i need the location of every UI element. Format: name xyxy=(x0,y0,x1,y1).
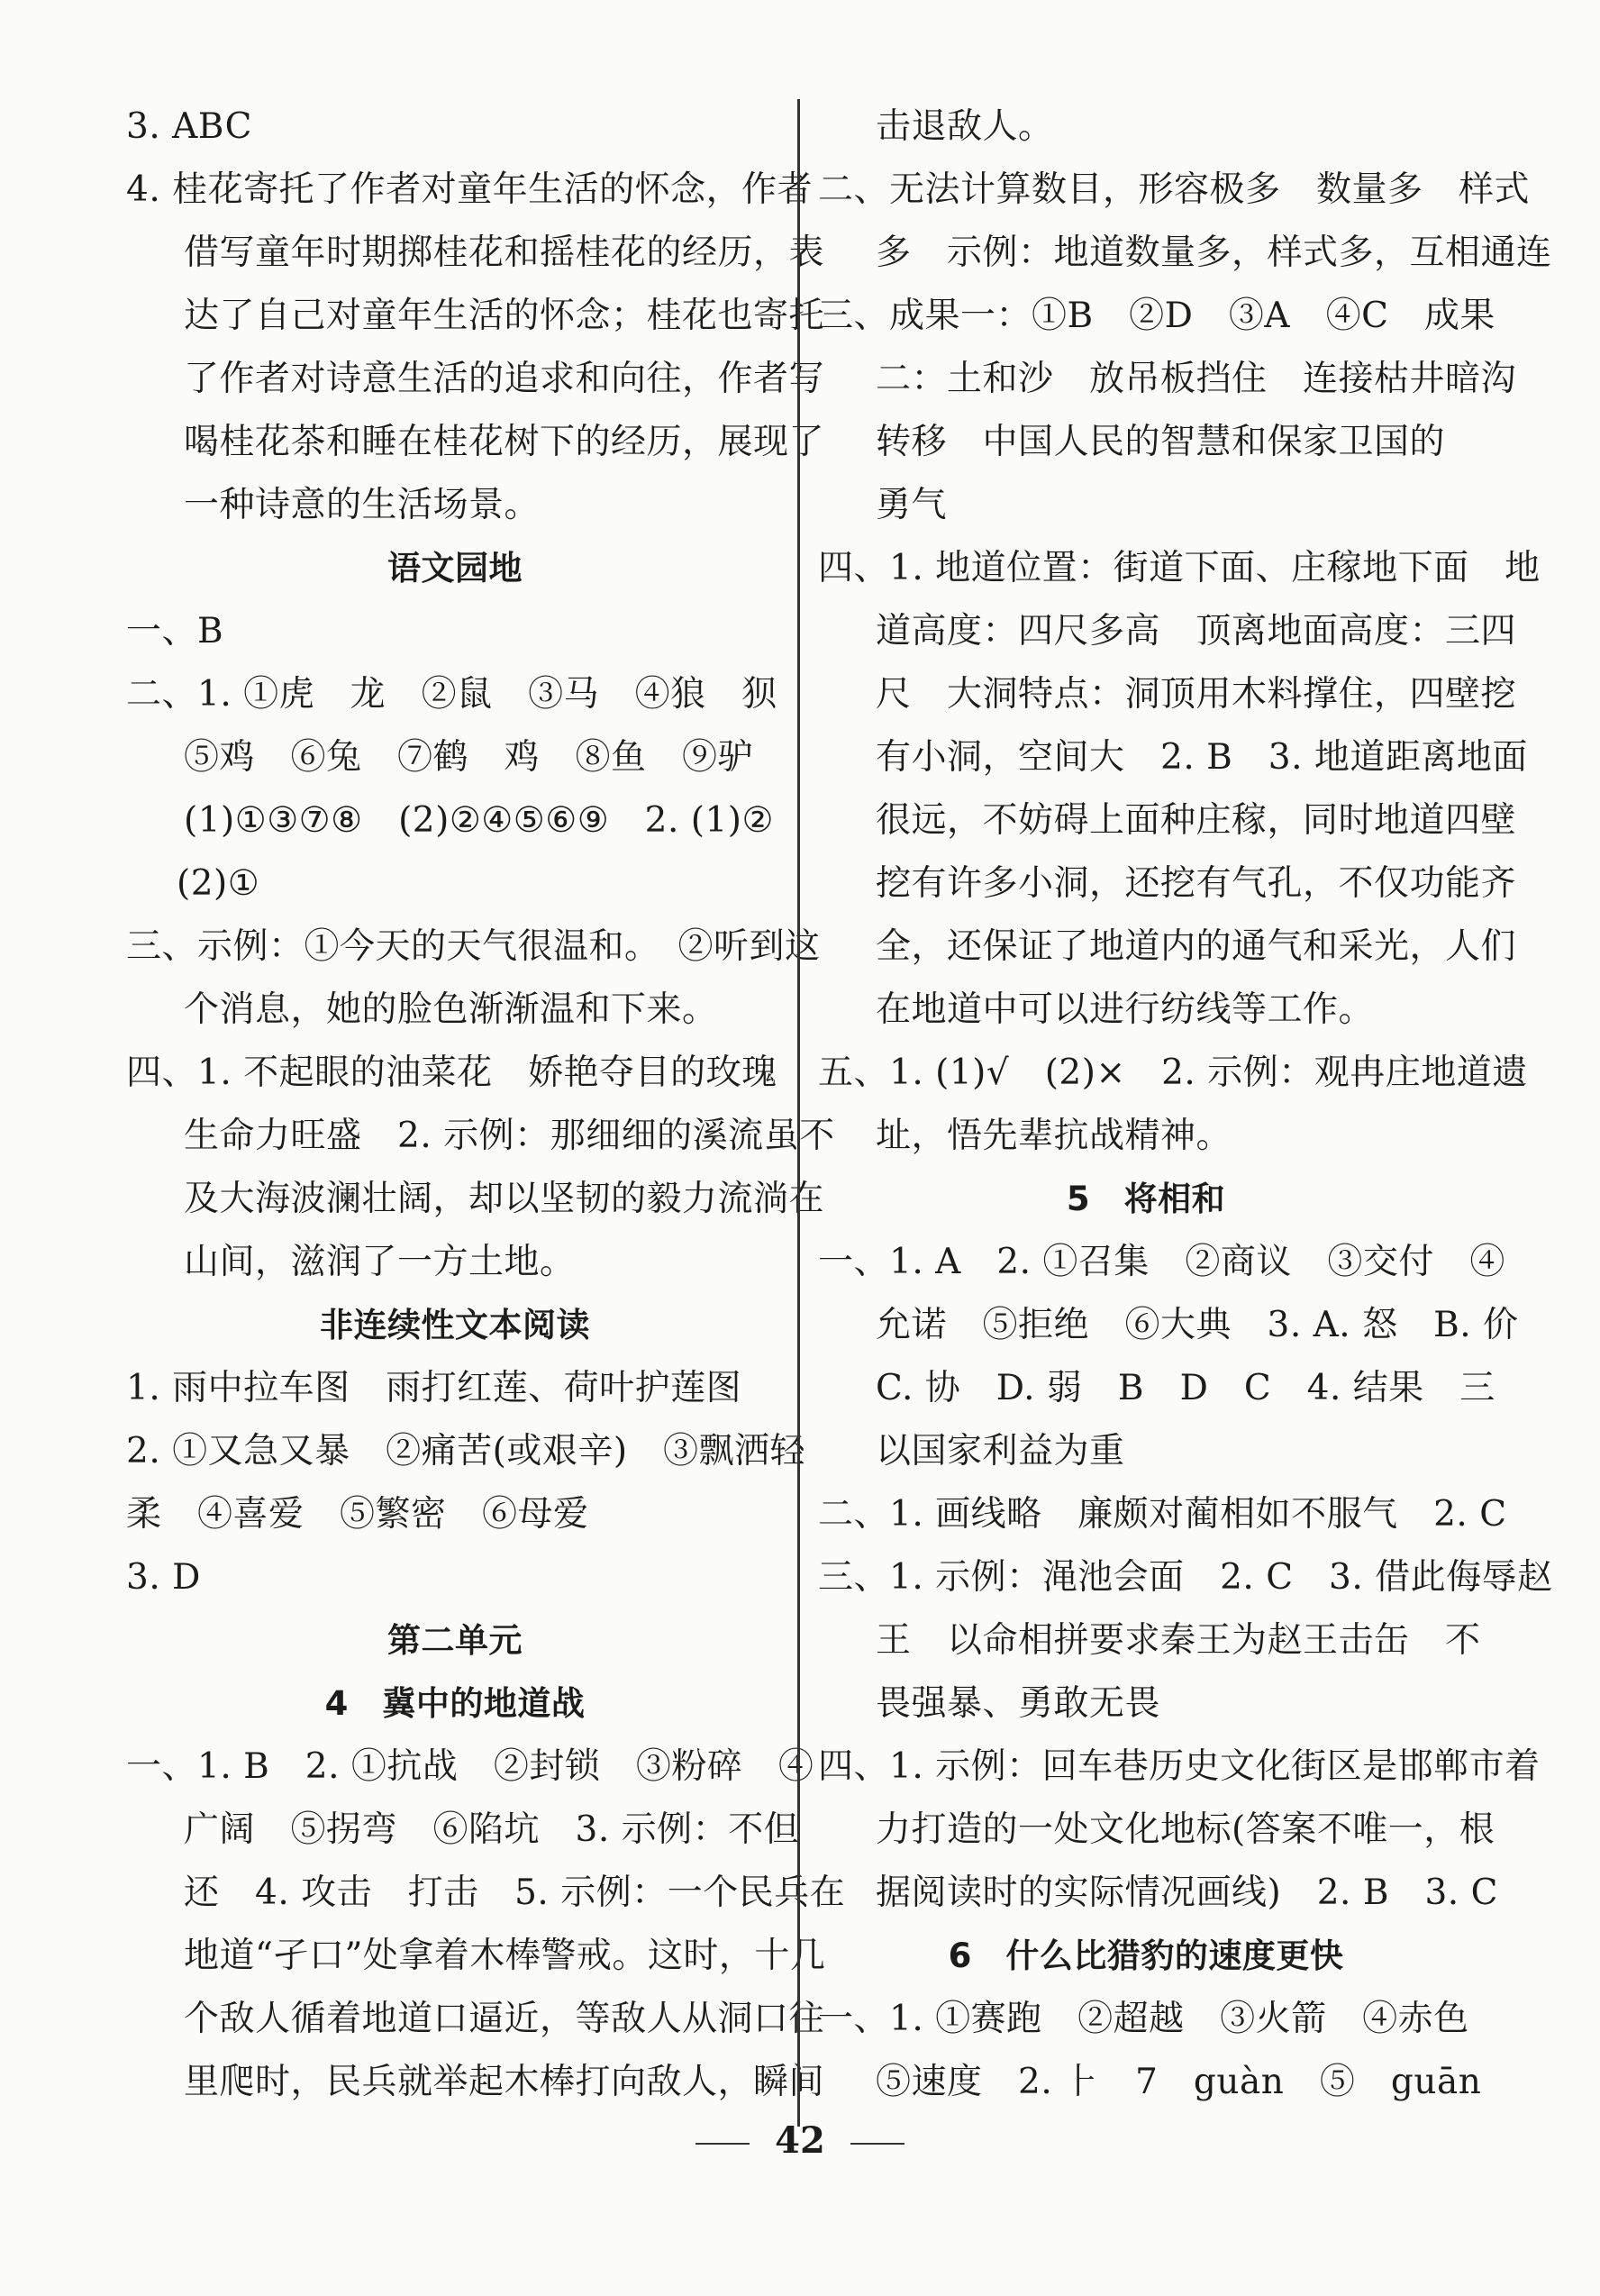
answer-line: 二、1. ①虎 龙 ②鼠 ③马 ④狼 狈 xyxy=(126,674,777,715)
page-number-dash-right xyxy=(850,2143,905,2145)
answer-line: 王 以命相拼要求秦王为赵王击缶 不 xyxy=(876,1620,1481,1661)
page-number-value: 42 xyxy=(775,2119,825,2162)
answer-line: 个敌人循着地道口逼近，等敌人从洞口往 xyxy=(184,1999,825,2039)
section-heading: 非连续性文本阅读 xyxy=(320,1306,590,1344)
left-column xyxy=(126,96,846,2114)
answer-line: 址，悟先辈抗战精神。 xyxy=(876,1116,1232,1156)
answer-line: 五、1. (1)√ (2)× 2. 示例：观冉庄地道遗 xyxy=(818,1052,1528,1093)
answer-line: 尺 大洞特点：洞顶用木料撑住，四壁挖 xyxy=(876,674,1517,715)
answer-line: 在地道中可以进行纺线等工作。 xyxy=(876,989,1375,1030)
answer-line: 二：土和沙 放吊板挡住 连接枯井暗沟 xyxy=(876,359,1517,399)
answer-line: ⑤速度 2. ⺊ 7 guàn ⑤ guān xyxy=(876,2062,1482,2102)
answer-line: 里爬时，民兵就举起木棒打向敌人，瞬间 xyxy=(184,2062,825,2102)
answer-line: 很远，不妨碍上面种庄稼，同时地道四壁 xyxy=(876,800,1517,841)
answer-line: 借写童年时期掷桂花和摇桂花的经历，表 xyxy=(184,232,825,273)
answer-line: 以国家利益为重 xyxy=(876,1431,1125,1471)
answer-line: 及大海波澜壮阔，却以坚韧的毅力流淌在 xyxy=(184,1179,825,1219)
answer-line: (1)①③⑦⑧ (2)②④⑤⑥⑨ 2. (1)② xyxy=(184,800,774,841)
answer-line: 个消息，她的脸色渐渐温和下来。 xyxy=(184,989,718,1030)
section-heading: 5 将相和 xyxy=(1066,1180,1226,1218)
answer-line: 了作者对诗意生活的追求和向往，作者写 xyxy=(184,359,825,399)
section-heading: 第二单元 xyxy=(387,1621,523,1660)
answer-line: 还 4. 攻击 打击 5. 示例：一个民兵在 xyxy=(184,1872,846,1913)
answer-line: ⑤鸡 ⑥兔 ⑦鹤 鸡 ⑧鱼 ⑨驴 xyxy=(184,737,754,778)
answer-line: 四、1. 示例：回车巷历史文化街区是邯郸市着 xyxy=(818,1746,1541,1787)
answer-line: 四、1. 地道位置：街道下面、庄稼地下面 地 xyxy=(818,548,1541,588)
answer-line: 1. 雨中拉车图 雨打红莲、荷叶护莲图 xyxy=(126,1368,742,1408)
answer-line: 广阔 ⑤拐弯 ⑥陷坑 3. 示例：不但 xyxy=(184,1809,800,1850)
answer-line: 三、成果一：①B ②D ③A ④C 成果 xyxy=(818,296,1495,336)
answer-line: 3. ABC xyxy=(126,106,252,147)
answer-line: 挖有许多小洞，还挖有气孔，不仅功能齐 xyxy=(876,863,1517,904)
page-number xyxy=(0,2119,1600,2162)
right-column xyxy=(818,96,1553,2114)
answer-line: 柔 ④喜爱 ⑤繁密 ⑥母爱 xyxy=(126,1494,589,1535)
answer-line: 山间，滋润了一方土地。 xyxy=(184,1242,576,1282)
answer-line: 击退敌人。 xyxy=(876,106,1054,147)
answer-line: 多 示例：地道数量多，样式多，互相通连 xyxy=(876,232,1552,273)
answer-line: 全，还保证了地道内的通气和采光，人们 xyxy=(876,926,1517,967)
answer-line: 二、1. 画线略 廉颇对蔺相如不服气 2. C xyxy=(818,1494,1507,1535)
section-heading: 语文园地 xyxy=(387,549,523,588)
answer-line: 三、示例：①今天的天气很温和。 ②听到这 xyxy=(126,926,821,967)
answer-line: 允诺 ⑤拒绝 ⑥大典 3. A. 怒 B. 价 xyxy=(876,1305,1519,1345)
answer-line: 力打造的一处文化地标(答案不唯一，根 xyxy=(876,1809,1495,1850)
answer-line: 一、B xyxy=(126,611,224,651)
answer-line: 喝桂花茶和睡在桂花树下的经历，展现了 xyxy=(184,422,825,462)
page-number-dash-left xyxy=(695,2143,750,2145)
section-heading: 4 冀中的地道战 xyxy=(324,1684,586,1723)
answer-line: 道高度：四尺多高 顶离地面高度：三四 xyxy=(876,611,1517,651)
answer-line: 地道“孑口”处拿着木棒警戒。这时，十几 xyxy=(184,1936,826,1976)
answer-line: 达了自己对童年生活的怀念；桂花也寄托 xyxy=(184,296,825,336)
answer-line: 一种诗意的生活场景。 xyxy=(184,485,541,525)
answer-line: 一、1. B 2. ①抗战 ②封锁 ③粉碎 ④ xyxy=(126,1746,814,1787)
answer-line: 4. 桂花寄托了作者对童年生活的怀念，作者 xyxy=(126,169,814,210)
column-divider xyxy=(797,99,800,2127)
answer-line: 四、1. 不起眼的油菜花 娇艳夺目的玫瑰 xyxy=(126,1052,777,1093)
answer-line: 一、1. A 2. ①召集 ②商议 ③交付 ④ xyxy=(818,1242,1505,1282)
answer-line: 转移 中国人民的智慧和保家卫国的 xyxy=(876,422,1446,462)
answer-line: 生命力旺盛 2. 示例：那细细的溪流虽不 xyxy=(184,1116,835,1156)
answer-line: 据阅读时的实际情况画线) 2. B 3. C xyxy=(876,1872,1498,1913)
answer-line: (2)① xyxy=(177,863,260,904)
answer-line: 勇气 xyxy=(876,485,948,525)
answer-line: 二、无法计算数目，形容极多 数量多 样式 xyxy=(818,169,1531,210)
section-heading: 6 什么比猎豹的速度更快 xyxy=(948,1936,1344,1975)
answer-line: 有小洞，空间大 2. B 3. 地道距离地面 xyxy=(876,737,1528,778)
answer-line: 三、1. 示例：渑池会面 2. C 3. 借此侮辱赵 xyxy=(818,1557,1553,1598)
answer-line: 畏强暴、勇敢无畏 xyxy=(876,1683,1161,1724)
answer-line: 一、1. ①赛跑 ②超越 ③火箭 ④赤色 xyxy=(818,1999,1469,2039)
answer-line: 3. D xyxy=(126,1557,201,1598)
answer-line: C. 协 D. 弱 B D C 4. 结果 三 xyxy=(876,1368,1495,1408)
answer-line: 2. ①又急又暴 ②痛苦(或艰辛) ③飘洒轻 xyxy=(126,1431,806,1471)
